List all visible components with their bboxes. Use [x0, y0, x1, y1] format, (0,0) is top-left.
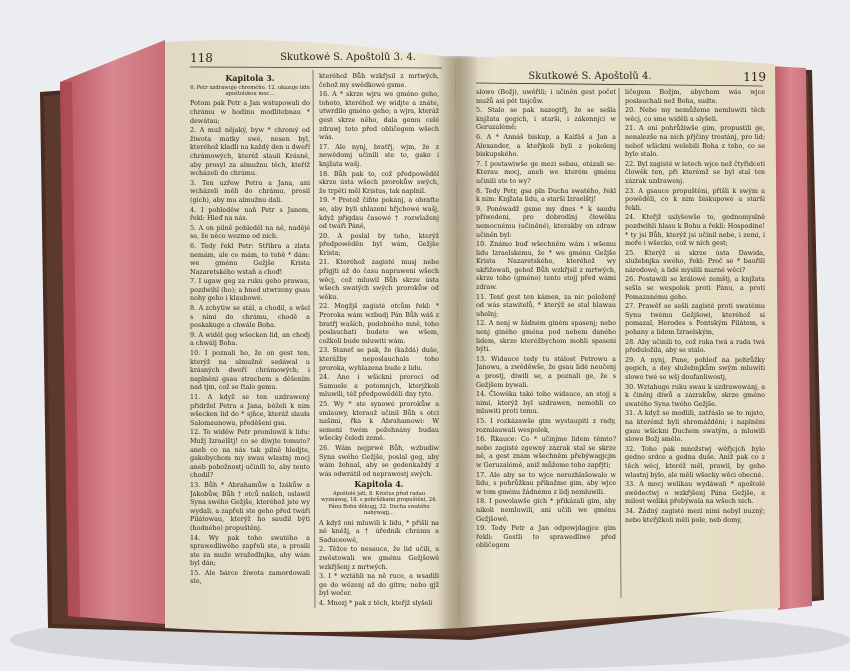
verse: 15. Ale bárce žiwota zamordowali ste,	[190, 568, 310, 586]
verse: 6. Tedy řekl Petr: Stříbra a zlata nemám, ale co mám, to tobě * dám: we gménu Gežjše Krista Nazaretského wstaň a choď!	[190, 241, 310, 276]
verse: 2. Těžce to nesauce, že lid učili, a zwěstowali we gménu Gežjšowě wzkřjšenj z mrtwých.	[319, 545, 439, 571]
verse: 26. Postawili se králowé zemštj, a knjžata sešla se wespolek proti Pánu, a proti Pomazanému geho.	[625, 275, 765, 301]
verse: 11. Tenť gest ten kámen, za nic položený od wás stawitelů, * kterýž se stal hlawau uhelnj;	[476, 292, 616, 318]
verse: 11. A když se ten uzdrawený přidržel Petra a Jana, běželi k nim wšecken lid do * sjňce, kteráž slauła Salomaunowa, předěšeni gsa.	[190, 393, 310, 427]
verse: 15. I rozkázawše gim wystaupiti z rady, rozmlauwali wespolek,	[476, 416, 616, 434]
right-column-2	[625, 88, 765, 600]
verse: 25. Wy * ste synowé prorokůw a smlauwy, kterauž učinil Bůh s otci našimi, řka k Abrahamowi: W semeni twém požehnány budau wšecky čeledi země.	[319, 399, 439, 443]
verse: 22. Byl zagisté w letech wjce než čtyřidceti člowěk ten, při kterémž se byl stal ten zázrak uzdrawenj.	[625, 159, 765, 185]
verse: 19. Tedy Petr a Jan odpowjdagjce gim řekli: Gestli to sprawedliwé před obličegem	[476, 524, 616, 550]
left-page-number: 118	[190, 51, 213, 65]
right-running-head: Skutkowé S. Apoštolů 4.	[528, 71, 652, 82]
verse: 12. A nenj w žádném giném spasenj; nebo nenj giného gména pod nebem daného lidem, skrze kteréžbychom mohli spaseni býti.	[476, 319, 616, 354]
verse: 33. A mocj welikau wydáwali * apoštolé swědectwj o wzkřjšenj Pána Gežjše, a milost weliká přebýwala na wšech nich.	[625, 480, 765, 506]
verse: 6. A * Annáš biskup, a Kaifáš a Jan a Alexander, a kteřjkoli byli z pokolenj biskupského.	[476, 132, 616, 159]
verse: 4. Mnozj * pak z těch, kteřjž slyšeli	[319, 598, 433, 607]
verse: 2. A muž nějaký, byw * chromý od žiwota matky swé, nesen byl, kteréhož kladli na každý den u dweří chrámowých, kteréž slauli Krásné, aby prosyl za almužnu těch, kteříž wcházeli do chrámu.	[190, 126, 310, 178]
left-column-1	[190, 72, 310, 610]
verse: ličegem Božjm, abychom wás wjce poslauchali než Boha, sudte.	[625, 88, 765, 105]
verse: 8. A zchytiw se stál, a chodil, a wšel s ními do chrámu, chodě a poskakuge a chwále Boha.	[190, 304, 310, 330]
verse: 9. A widěl geg wšecken lid, an chodj a chwálj Boha.	[190, 330, 310, 348]
verse: 21. A oni pohrůžiwše gim, propustili ge, nenalezše na nich přjčiny trestánj, pro lid; neboť wšickni welebili Boha z toho, co se bylo stalo.	[625, 124, 765, 159]
chapter-summary: 6. Petr uzdrawuje chromého. 12. ukazuje lidu apoštolskou moc…	[190, 84, 310, 97]
verse: 16. Řkauce: Co * učinjme lidem těmto? nebo zagisté zgewný zázrak stal se skrze ně, a gest znám wšechněm přebýwagjcjm w Geruzalémě, aniž můžeme toho zapřjti;	[476, 435, 616, 469]
verse: 14. Wy pak toho swatého a sprawedliwého zapřeli ste, a prosili ste za muže wražedlnjka, aby wám byl dán;	[190, 533, 310, 568]
chapter-heading: Kapitola 4.	[354, 479, 404, 490]
verse: 27. Prawěť se sešli zagisté proti swatému Synu twému Gežjšowi, kteréhož si pomazal, Herodes s Pontským Pilátem, s pohany a lidem Izraelským,	[625, 302, 765, 337]
verse: 23. Staneť se pak, že (každá) duše, kterážby neposlauchala toho proroka, wyhlazena bude z lidu.	[319, 346, 439, 372]
chapter-heading: Kapitola 3.	[225, 73, 275, 83]
verse: 9. Poněwadž gsme my dnes * k saudu přiwedeni, pro dobrodinj člowěku nemocnému (učiněné), kterakby on zdraw učiněn byl:	[476, 204, 616, 239]
verse: slowo (Božj), uwěřili; i učiněn gest počet mužů asi pět tisjcůw.	[476, 88, 616, 105]
verse: 18. I powolawše gich * přikázali gim, aby nikoli nemluwili, ani učili we gménu Gežjšowě.	[476, 497, 616, 523]
verse: 16. A * skrze wjru we gméno geho, tohoto, kteréhož wy widjte a znáte, utwrdilo gméno geho; a wjra, kteráž gest skrze něho, dala gemu celé zdrawj toto před obličegem wšech wás.	[319, 90, 439, 142]
verse: A když oni mluwili k lidu, * přišli na ně kněžj, a † úředník chrámu a Saduceowé,	[319, 518, 439, 544]
verse: 28. Aby učinili to, což ruka twá a rada twá předuložila, aby se stalo.	[625, 337, 765, 355]
verse: 31. A když se modlili, zatřáslo se to mjsto, na kterémž byli shromážděni; i naplněni gsau wšickni Duchem swatým, a mluwili slowo Božj směle.	[625, 409, 765, 444]
verse: 17. Ale aby se to wjce nerozhlašowalo w lidu, s pohrůžkau přikažme gim, aby wjce w tom gménu žádnému z lidj nemluwili.	[476, 470, 616, 496]
verse: 30. Wztahuge ruku swau k uzdrawowánj, a k činěnj diwů a zázrakůw, skrze gméno swatého Syna twého Gežjše.	[625, 382, 765, 408]
verse: 20. A poslal by toho, kterýž předpowěděn byl wám, Gežjše Krista;	[319, 231, 439, 257]
verse: 22. Mogžjš zagisté otcům řekl: * Proroka wám wzbudj Pán Bůh wáš z bratřj waších, podobného mně, toho poslauchati budete we wšem, cožkoli bude mluwiti wám.	[319, 302, 439, 345]
verse: 3. Ten uzřew Petra a Jana, ani wcházeli měli do chrámu, prosil (gich), aby mu almužnu dali.	[190, 178, 310, 204]
verse: 34. Žádný zagisté mezi nimi nebyl nuzný; nebo kteřjžkoli měli pole, neb domy,	[625, 506, 765, 524]
right-page-number: 119	[743, 70, 766, 84]
verse: 8. Tedy Petr, gsa pln Ducha swatého, řekl k nim: Knjžata lidu, a starši Izraelštj!	[476, 186, 616, 204]
left-running-head: Skutkowé S. Apoštolů 3. 4.	[280, 52, 416, 63]
verse: kteréhož Bůh wzkřjsil z mrtwých, čehož my swědkowé gsme.	[319, 72, 439, 89]
verse: 10. Známo buď wšechněm wám i wšemu lidu Izraelskému, že * we gménu Gežjše Krista Nazaretského, kteréhož wy ukřižowali, gehož Bůh wzkřjsil z mrtwých, skrze toho (gméno) tento stojj před wámi zdraw.	[476, 240, 616, 292]
verse: 21. Kteréhož zagisté musj nebe přigjti až do času napraweni wšech wěcj, což mluwil Bůh skrze ústa wšech swatých swých prorokůw od wěku.	[319, 258, 439, 301]
verse: 32. Toho pak množstwj wěřjcjch bylo gedno srdce a gedna duše. Aniž pak co z těch wěcj, kteréž měl, prawil, by geho wlastnj bylo, ale měli wšecky wěci obecné.	[625, 444, 765, 479]
verse: 5. A on pilně pohleděl na ně, nadějé se, že něco wezme od nich.	[190, 223, 310, 241]
verse: 7. I postawiwše ge mezi sebau, otázali se: Kterau mocj, aneb we kterém gménu učinili ste to wy?	[476, 159, 616, 185]
right-column-1	[476, 88, 616, 600]
verse: 24. Kteřjž uslyšewše to, gednomyslně pozdwihli hlasu k Bohu a řekli: Hospodine! * ty jsi Bůh, kterýž jsi učinil nebe, i zemi, i moře i wšecko, což w nich gest;	[625, 213, 765, 248]
verse: 20. Nebo my nemůžeme nemluwiti těch wěcj, co sme widěli a slyšeli.	[625, 106, 765, 123]
verse: 13. Widauce tedy tu stálost Petrowu a Janowu, a zwěděwše, že gsau lidé neučenj a prostj, diwili se, a poznali ge, že s Gežjšem bywali.	[476, 354, 616, 389]
verse: 7. I ugaw geg za ruku geho prawau, pozdwihl (ho); a hned utwrzeny gsau nohy geho i klaubowé.	[190, 277, 310, 303]
left-column-2	[319, 72, 439, 612]
verse: 23. A gsauce propuštěni, přišli k swým a powěděli, co k nim biskupowé a starši řekli.	[625, 186, 765, 212]
verse: 13. Bůh * Abrahamůw a Izákůw a Jákobůw, Bůh † otců našich, oslawil Syna swého Gežjše, kteréhož jste wy wydali, a zapřeli ste geho před twáří Pilátowau, kterýž ho saudil býti (hodného) propuštěnj.	[190, 480, 310, 532]
verse: 3. I * wztáhli na ně ruce, a wsadili ge do wězenj až do gitra; nebo gjž byl wečer.	[319, 572, 439, 598]
verse: 18. Bůh pak to, což předpowěděl skrze ústa wšech prorokůw swých, že trpěti měl Kristus, tak naplnil.	[319, 169, 439, 195]
verse: Potom pak Petr a Jan wstupowali do chrámu w hodinu modlitebnau * dewátau;	[190, 99, 310, 125]
chapter-summary: Apoštolé jati, 8. Kristus před radau wyznáwaj, 18. s pohrůžkami propuštěni, 24. Pánu Bohu děkugj, 32. Ducha swatého nabýwagj…	[321, 490, 437, 517]
verse: 17. Ale nynj, bratřj, wjm, že z newědomj učinili ste to, gako i knjžata wašj.	[319, 142, 439, 168]
verse: 5. Stalo se pak nazegtřj, že se sešla knjžata gegich, i starši, i zákonnjci w Geruzalémě;	[476, 106, 616, 132]
verse: 10. I poznali ho, že on gest ten, kterýž na almužně sedáwal u krásných dweří chrámowých; i naplněni gsau strachem a děšením nad tjm, což se ſtalo gemu.	[190, 349, 310, 392]
verse: 29. A nynj, Pane, pohleď na pohrůžky gegich, a dey služebnjkům swým mluwiti slowo twé se wšj doufanliwostj,	[625, 355, 765, 381]
verse: 25. Kterýž si skrze ústa Dawida, služebnjka swého, řekl: Proč se * bauřili národowé, a lidé myslili marné wěci?	[625, 248, 765, 274]
verse: 19. * Protož čiňte pokánj, a obraťte se, aby byli shlazeni hřjchowé wašj, když přigdau časowé † rozwlaženj od twáři Páně,	[319, 196, 439, 231]
verse: 12. To widěw Petr promluwil k lidu: Mužj Izraelštj! co se diwjte tomuto? aneb co na nás tak pilně hledjte, gakobychom my swau wlastnj mocj aneb pobožnostj učinili to, aby tento chodil?	[190, 428, 310, 480]
verse: 4. I pohleděw naň Petr s Janem, řekl: Hleď na nás.	[190, 205, 310, 223]
verse: 14. Člowěka také toho widauce, an stojj s nimi, kterýž byl uzdrawen, nemohli co mluwiti proti tomu.	[476, 390, 616, 416]
verse: 24. Ano i wšickni proroci od Samuele a potomnjch, kterjžkoli mluwili, též předpowěděli dny tyto.	[319, 373, 439, 399]
verse: 26. Wám nejprwé Bůh, wzbudiw Syna swého Gežjše, poslal geg, aby wám žehnal, aby se gedenkaždý z wás odwrátil od neprawostj swých.	[319, 443, 439, 478]
